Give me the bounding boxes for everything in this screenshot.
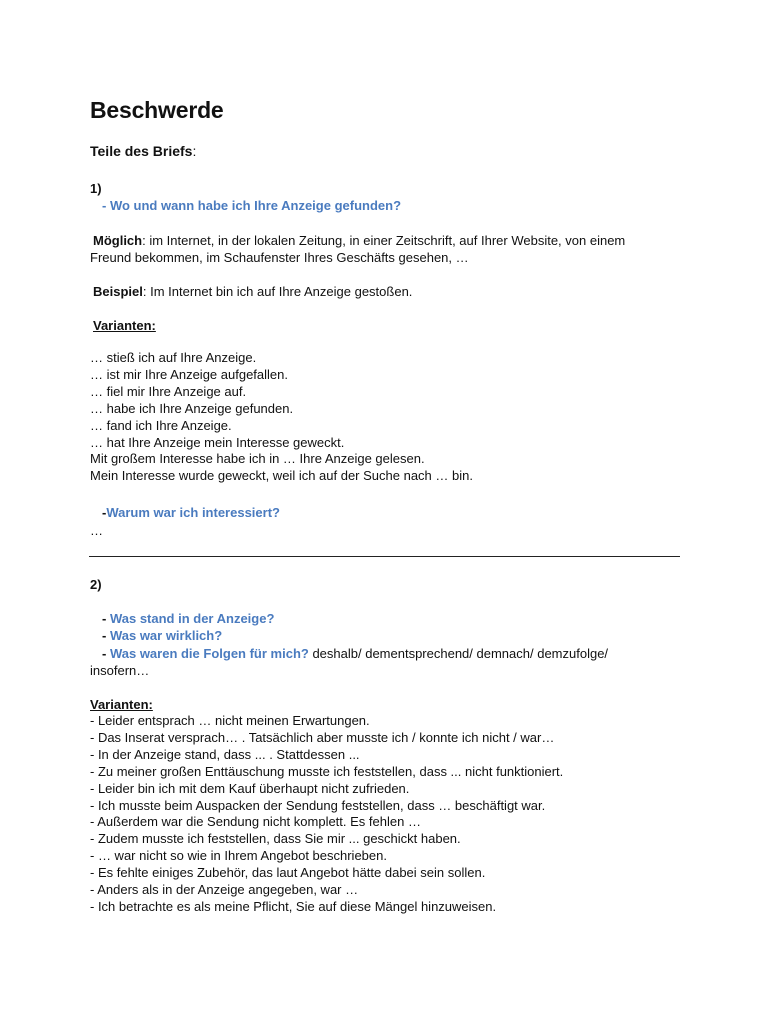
list-item: … ist mir Ihre Anzeige aufgefallen. [90,366,288,382]
moeglich-text-2: Freund bekommen, im Schaufenster Ihres Geschäfts gesehen, … [90,250,469,265]
list-item: - Ich betrachte es als meine Pflicht, Sie auf diese Mängel hinzuweisen. [90,898,497,914]
list-item: … habe ich Ihre Anzeige gefunden. [90,400,294,416]
list-item: - Außerdem war die Sendung nicht komplett. Es fehlen … [90,814,421,830]
list-item: … fiel mir Ihre Anzeige auf. [90,383,247,399]
subtitle [90,143,196,160]
beispiel-text: : Im Internet bin ich auf Ihre Anzeige gestoßen. [142,284,413,299]
section2-varianten-label: Varianten: [90,697,153,712]
list-item: - Zu meiner großen Enttäuschung musste ich feststellen, dass ... nicht funktioniert. [90,763,564,779]
list-item: Mein Interesse wurde geweckt, weil ich auf der Suche nach … bin. [90,468,473,484]
section1-number: 1) [90,181,102,196]
section2-question-1 [90,610,274,627]
list-item: - In der Anzeige stand, dass ... . Stattdessen ... [90,746,360,762]
moeglich-label: Möglich [93,233,143,248]
section1-question-2 [90,504,280,521]
section1-varianten-list [90,350,473,485]
section1-ellipsis: … [90,523,103,538]
beispiel-label: Beispiel [93,284,143,299]
list-item: - … war nicht so wie in Ihrem Angebot beschrieben. [90,848,387,864]
document-title: Beschwerde [90,97,224,123]
subtitle-text: Teile des Briefs [90,143,193,159]
list-item: - Leider entsprach … nicht meinen Erwartungen. [90,713,370,728]
list-item: … stieß ich auf Ihre Anzeige. [90,350,257,365]
dash: - [102,628,110,643]
subtitle-colon: : [192,143,197,159]
question2-text: Warum war ich interessiert? [106,505,280,520]
section2-number: 2) [90,577,102,592]
section2-question-3 [90,645,608,662]
section1-varianten-label: Varianten: [93,318,156,333]
moeglich-line-1 [90,232,625,249]
dash: - [102,611,110,626]
question2-dash: - [102,505,107,520]
list-item: … hat Ihre Anzeige mein Interesse geweckt. [90,434,345,450]
section2-question-2 [90,627,222,644]
list-item: Mit großem Interesse habe ich in … Ihre Anzeige gelesen. [90,451,425,467]
list-item: - Es fehlte einiges Zubehör, das laut Angebot hätte dabei sein sollen. [90,865,486,881]
list-item: - Ich musste beim Auspacken der Sendung feststellen, dass … beschäftigt war. [90,797,546,813]
list-item: - Zudem musste ich feststellen, dass Sie mir ... geschickt haben. [90,831,461,847]
dash: - [102,646,110,661]
moeglich-text-1: : im Internet, in der lokalen Zeitung, in einer Zeitschrift, auf Ihrer Website, von einem [142,233,626,248]
list-item: - Leider bin ich mit dem Kauf überhaupt nicht zufrieden. [90,780,410,796]
question-tail: deshalb/ dementsprechend/ demnach/ demzufolge/ [308,646,609,661]
section-divider [89,556,680,557]
list-item: - Anders als in der Anzeige angegeben, war … [90,882,359,898]
list-item: … fand ich Ihre Anzeige. [90,417,232,433]
list-item: - Das Inserat versprach… . Tatsächlich aber musste ich / konnte ich nicht / war… [90,729,555,745]
section2-question-3-tail: insofern… [90,663,150,678]
beispiel-line [90,283,412,300]
section1-question-1: - Wo und wann habe ich Ihre Anzeige gefunden? [102,198,402,213]
question-text: Was waren die Folgen für mich? [109,646,309,661]
section2-varianten-list [90,713,563,916]
question-text: Was war wirklich? [109,628,223,643]
question-text: Was stand in der Anzeige? [109,611,275,626]
